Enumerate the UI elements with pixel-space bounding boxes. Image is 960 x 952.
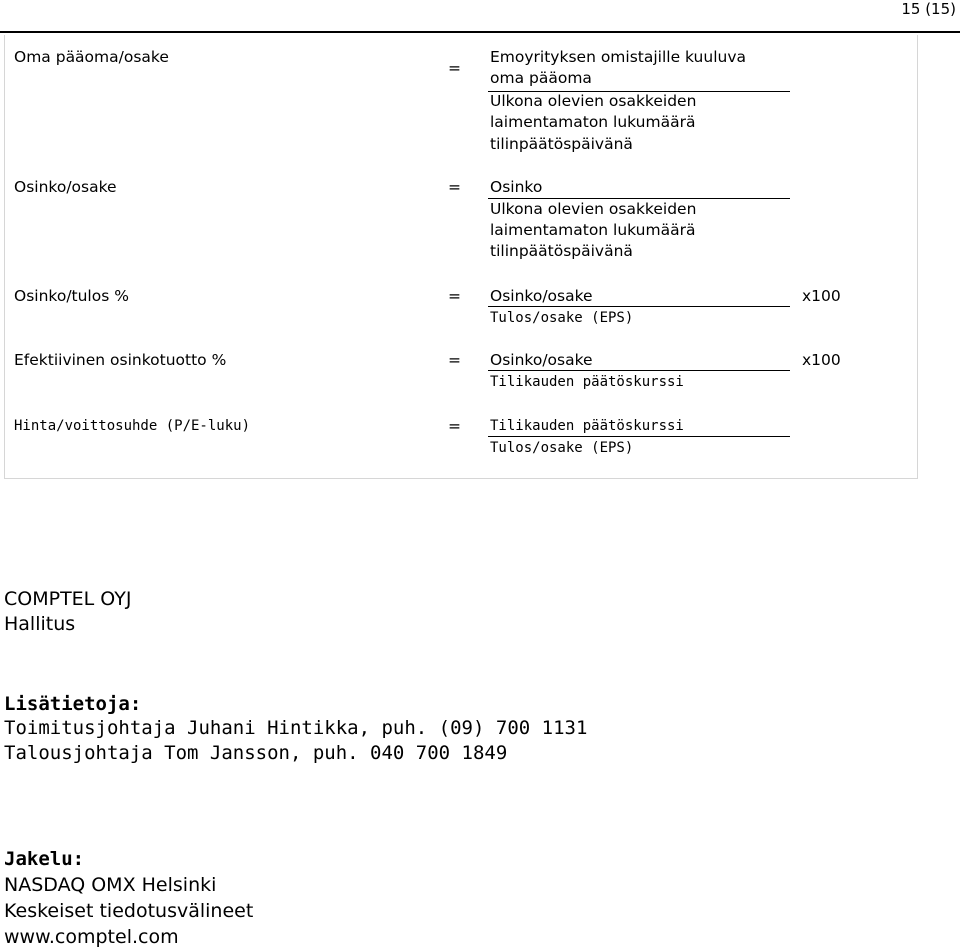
formula-label-equity-per-share: Oma pääoma/osake xyxy=(14,48,169,66)
formula-denominator-line: Tilikauden päätöskurssi xyxy=(490,374,684,390)
distribution-line: NASDAQ OMX Helsinki xyxy=(4,874,217,896)
formula-denominator-line: Ulkona olevien osakkeiden xyxy=(490,200,697,218)
formula-equals: = xyxy=(448,417,461,435)
company-name: COMPTEL OYJ xyxy=(4,588,132,610)
formula-equals: = xyxy=(448,178,461,196)
formula-table-frame xyxy=(4,35,918,479)
formula-numerator-line: Tilikauden päätöskurssi xyxy=(490,418,684,434)
formula-equals: = xyxy=(448,351,461,369)
distribution-heading: Jakelu: xyxy=(4,848,85,870)
formula-multiplier: x100 xyxy=(802,351,841,369)
formula-numerator-line: Emoyrityksen omistajille kuuluva xyxy=(490,48,746,66)
formula-numerator-line: Osinko/osake xyxy=(490,287,593,305)
formula-denominator-line: Tulos/osake (EPS) xyxy=(490,310,634,326)
formula-numerator-line: Osinko/osake xyxy=(490,351,593,369)
formula-denominator-line: Ulkona olevien osakkeiden xyxy=(490,92,697,110)
formula-denominator-line: laimentamaton lukumäärä xyxy=(490,113,696,131)
header-rule xyxy=(0,31,960,33)
formula-equals: = xyxy=(448,59,461,77)
board-signature: Hallitus xyxy=(4,613,76,635)
formula-multiplier: x100 xyxy=(802,287,841,305)
fraction-line xyxy=(488,436,790,437)
contact-line: Talousjohtaja Tom Jansson, puh. 040 700 1849 xyxy=(4,742,508,764)
formula-denominator-line: Tulos/osake (EPS) xyxy=(490,440,634,456)
formula-equals: = xyxy=(448,287,461,305)
formula-denominator-line: tilinpäätöspäivänä xyxy=(490,242,633,260)
contacts-heading: Lisätietoja: xyxy=(4,693,142,715)
formula-label-dividend-per-share: Osinko/osake xyxy=(14,178,117,196)
formula-denominator-line: tilinpäätöspäivänä xyxy=(490,135,633,153)
formula-denominator-line: laimentamaton lukumäärä xyxy=(490,221,696,239)
distribution-line: Keskeiset tiedotusvälineet xyxy=(4,900,254,922)
contact-line: Toimitusjohtaja Juhani Hintikka, puh. (09) 700 1131 xyxy=(4,717,588,739)
formula-numerator-line: Osinko xyxy=(490,178,543,196)
formula-label-payout-ratio: Osinko/tulos % xyxy=(14,287,129,305)
formula-label-dividend-yield: Efektiivinen osinkotuotto % xyxy=(14,351,227,369)
fraction-line xyxy=(488,370,790,371)
page-number: 15 (15) xyxy=(901,0,956,18)
formula-numerator-line: oma pääoma xyxy=(490,69,592,87)
fraction-line xyxy=(488,306,790,307)
distribution-website-link[interactable]: www.comptel.com xyxy=(4,926,179,948)
formula-label-pe-ratio: Hinta/voittosuhde (P/E-luku) xyxy=(14,418,251,434)
